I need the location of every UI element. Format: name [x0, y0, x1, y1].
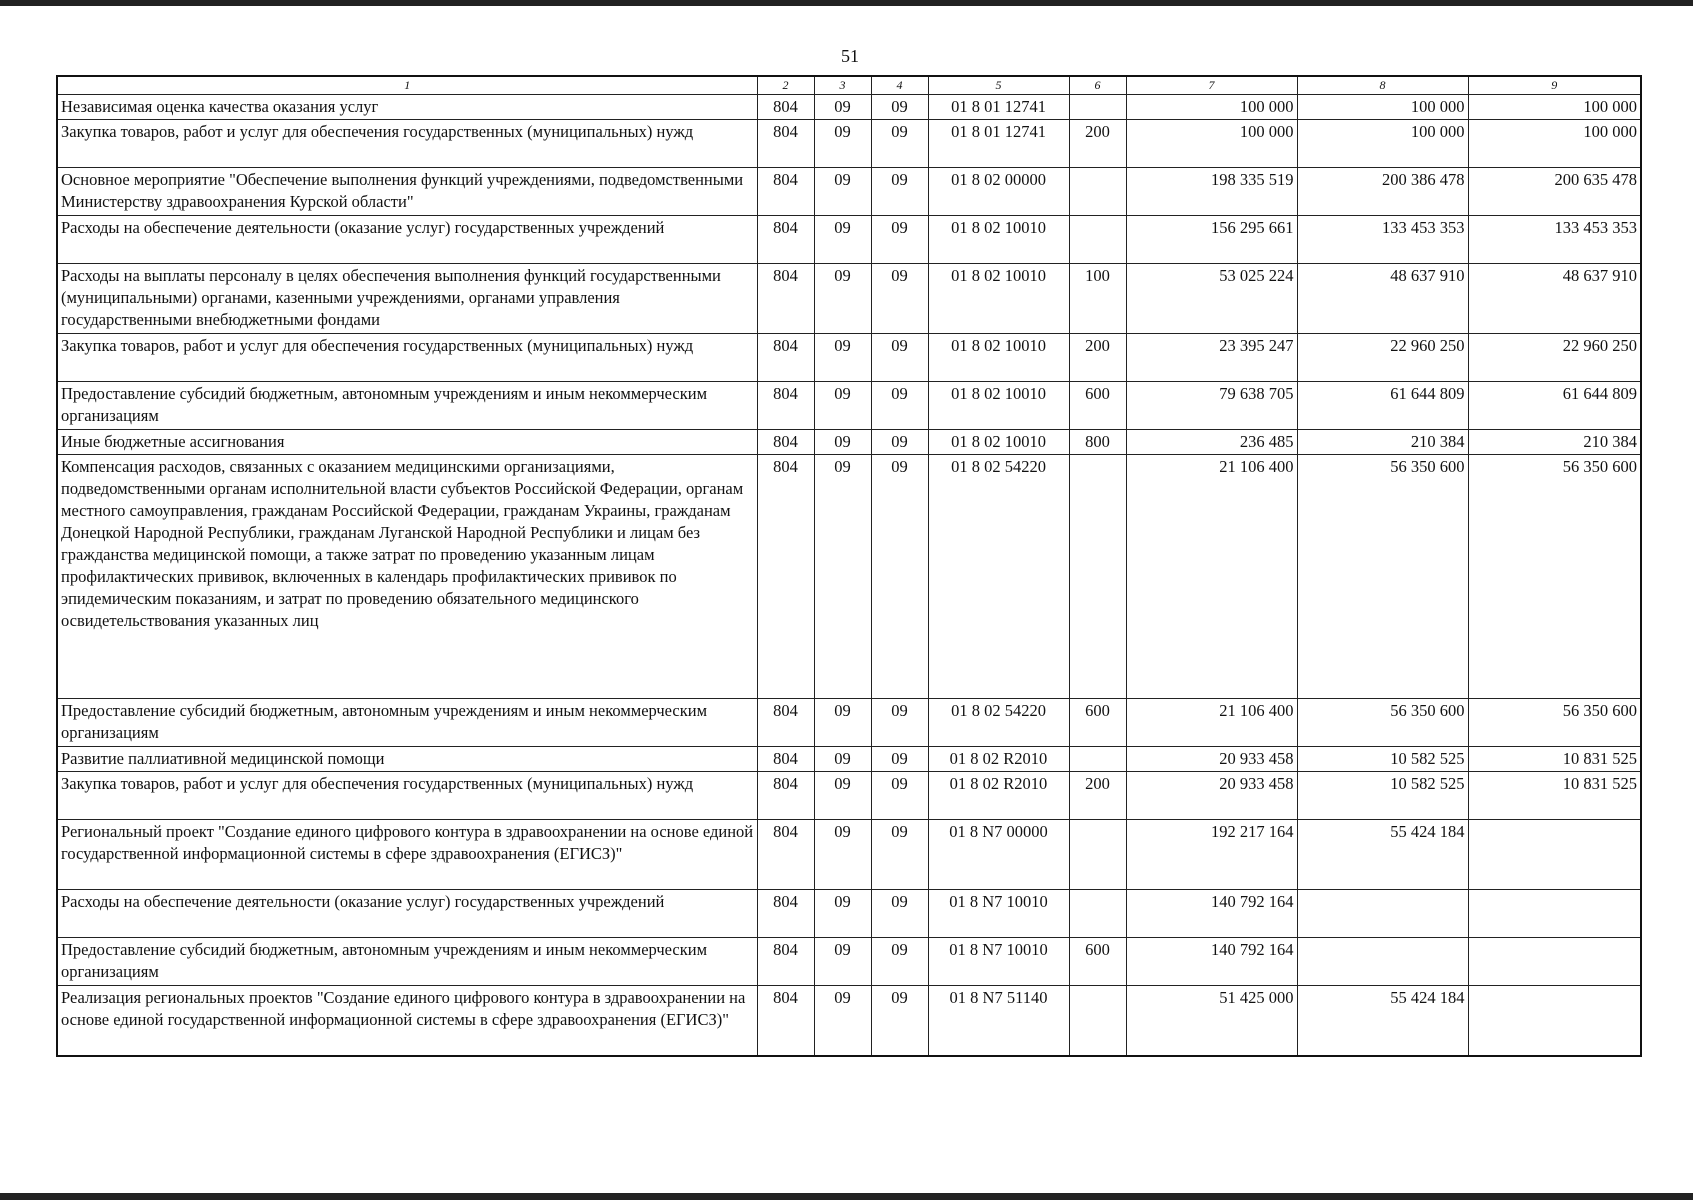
expense-type-cell — [1069, 216, 1126, 264]
expense-type-cell — [1069, 455, 1126, 699]
table-row — [57, 382, 1641, 430]
column-header: 6 — [1069, 76, 1126, 95]
subsection-code-cell: 09 — [871, 120, 928, 168]
section-code-cell: 09 — [814, 820, 871, 890]
target-article-cell: 01 8 02 10010 — [928, 382, 1069, 430]
table-row — [57, 120, 1641, 168]
column-header: 9 — [1468, 76, 1641, 95]
column-number-row — [57, 76, 1641, 95]
ministry-code-cell: 804 — [757, 747, 814, 772]
amount-year2-cell: 100 000 — [1297, 95, 1468, 120]
expense-type-cell — [1069, 95, 1126, 120]
subsection-code-cell: 09 — [871, 334, 928, 382]
amount-year1-cell: 140 792 164 — [1126, 890, 1297, 938]
amount-year1-cell: 21 106 400 — [1126, 455, 1297, 699]
target-article-cell: 01 8 02 R2010 — [928, 747, 1069, 772]
section-code-cell: 09 — [814, 747, 871, 772]
target-article-cell: 01 8 02 10010 — [928, 216, 1069, 264]
amount-year1-cell: 100 000 — [1126, 120, 1297, 168]
amount-year3-cell: 100 000 — [1468, 95, 1641, 120]
expense-type-cell — [1069, 747, 1126, 772]
target-article-cell: 01 8 02 10010 — [928, 430, 1069, 455]
amount-year3-cell: 48 637 910 — [1468, 264, 1641, 334]
ministry-code-cell: 804 — [757, 938, 814, 986]
row-name-cell: Региональный проект "Создание единого цифрового контура в здравоохранении на основе единой государственной информационной системы в сфере здравоохранения (ЕГИСЗ)" — [57, 820, 757, 890]
subsection-code-cell: 09 — [871, 699, 928, 747]
expense-type-cell: 200 — [1069, 772, 1126, 820]
amount-year2-cell: 61 644 809 — [1297, 382, 1468, 430]
amount-year3-cell: 22 960 250 — [1468, 334, 1641, 382]
amount-year1-cell: 23 395 247 — [1126, 334, 1297, 382]
amount-year3-cell: 200 635 478 — [1468, 168, 1641, 216]
table-row — [57, 986, 1641, 1056]
table-row — [57, 772, 1641, 820]
table-row — [57, 334, 1641, 382]
amount-year3-cell: 210 384 — [1468, 430, 1641, 455]
subsection-code-cell: 09 — [871, 938, 928, 986]
budget-table — [56, 75, 1642, 1057]
section-code-cell: 09 — [814, 455, 871, 699]
table-row — [57, 95, 1641, 120]
row-name-cell: Развитие паллиативной медицинской помощи — [57, 747, 757, 772]
table-row — [57, 747, 1641, 772]
amount-year2-cell: 200 386 478 — [1297, 168, 1468, 216]
table-row — [57, 216, 1641, 264]
target-article-cell: 01 8 N7 10010 — [928, 938, 1069, 986]
subsection-code-cell: 09 — [871, 168, 928, 216]
amount-year1-cell: 20 933 458 — [1126, 772, 1297, 820]
subsection-code-cell: 09 — [871, 216, 928, 264]
ministry-code-cell: 804 — [757, 264, 814, 334]
amount-year2-cell: 56 350 600 — [1297, 699, 1468, 747]
section-code-cell: 09 — [814, 772, 871, 820]
column-header: 1 — [57, 76, 757, 95]
section-code-cell: 09 — [814, 986, 871, 1056]
section-code-cell: 09 — [814, 430, 871, 455]
ministry-code-cell: 804 — [757, 334, 814, 382]
section-code-cell: 09 — [814, 699, 871, 747]
ministry-code-cell: 804 — [757, 382, 814, 430]
amount-year2-cell: 210 384 — [1297, 430, 1468, 455]
ministry-code-cell: 804 — [757, 216, 814, 264]
amount-year1-cell: 21 106 400 — [1126, 699, 1297, 747]
section-code-cell: 09 — [814, 264, 871, 334]
expense-type-cell: 600 — [1069, 699, 1126, 747]
amount-year2-cell: 55 424 184 — [1297, 986, 1468, 1056]
table-row — [57, 699, 1641, 747]
target-article-cell: 01 8 01 12741 — [928, 95, 1069, 120]
column-header: 4 — [871, 76, 928, 95]
amount-year1-cell: 79 638 705 — [1126, 382, 1297, 430]
ministry-code-cell: 804 — [757, 890, 814, 938]
column-header: 8 — [1297, 76, 1468, 95]
amount-year1-cell: 156 295 661 — [1126, 216, 1297, 264]
amount-year3-cell: 10 831 525 — [1468, 772, 1641, 820]
amount-year3-cell: 56 350 600 — [1468, 699, 1641, 747]
subsection-code-cell: 09 — [871, 747, 928, 772]
table-row — [57, 430, 1641, 455]
amount-year2-cell: 100 000 — [1297, 120, 1468, 168]
target-article-cell: 01 8 N7 10010 — [928, 890, 1069, 938]
amount-year2-cell — [1297, 890, 1468, 938]
scan-top-edge — [0, 0, 1693, 6]
row-name-cell: Расходы на обеспечение деятельности (оказание услуг) государственных учреждений — [57, 890, 757, 938]
amount-year2-cell: 56 350 600 — [1297, 455, 1468, 699]
ministry-code-cell: 804 — [757, 120, 814, 168]
amount-year3-cell — [1468, 938, 1641, 986]
amount-year2-cell: 48 637 910 — [1297, 264, 1468, 334]
row-name-cell: Иные бюджетные ассигнования — [57, 430, 757, 455]
row-name-cell: Предоставление субсидий бюджетным, автономным учреждениям и иным некоммерческим организациям — [57, 382, 757, 430]
amount-year1-cell: 140 792 164 — [1126, 938, 1297, 986]
target-article-cell: 01 8 02 10010 — [928, 334, 1069, 382]
row-name-cell: Расходы на обеспечение деятельности (оказание услуг) государственных учреждений — [57, 216, 757, 264]
amount-year1-cell: 192 217 164 — [1126, 820, 1297, 890]
subsection-code-cell: 09 — [871, 264, 928, 334]
amount-year2-cell: 10 582 525 — [1297, 747, 1468, 772]
row-name-cell: Независимая оценка качества оказания услуг — [57, 95, 757, 120]
amount-year1-cell: 236 485 — [1126, 430, 1297, 455]
expense-type-cell: 600 — [1069, 938, 1126, 986]
subsection-code-cell: 09 — [871, 820, 928, 890]
column-header: 3 — [814, 76, 871, 95]
ministry-code-cell: 804 — [757, 455, 814, 699]
table-row — [57, 890, 1641, 938]
scan-bottom-edge — [0, 1193, 1693, 1200]
amount-year3-cell: 10 831 525 — [1468, 747, 1641, 772]
target-article-cell: 01 8 02 10010 — [928, 264, 1069, 334]
row-name-cell: Закупка товаров, работ и услуг для обеспечения государственных (муниципальных) нужд — [57, 772, 757, 820]
ministry-code-cell: 804 — [757, 820, 814, 890]
target-article-cell: 01 8 N7 51140 — [928, 986, 1069, 1056]
ministry-code-cell: 804 — [757, 430, 814, 455]
table-row — [57, 264, 1641, 334]
expense-type-cell — [1069, 890, 1126, 938]
amount-year1-cell: 53 025 224 — [1126, 264, 1297, 334]
amount-year3-cell: 56 350 600 — [1468, 455, 1641, 699]
section-code-cell: 09 — [814, 120, 871, 168]
subsection-code-cell: 09 — [871, 430, 928, 455]
row-name-cell: Компенсация расходов, связанных с оказанием медицинскими организациями, подведомственными органам исполнительной власти субъектов Российской Федерации, органам местного самоуправления, гражданам Российской Федерации, гражданам Украины, гражданам Донецкой Народной Республики, гражданам Луганской Народной Республики и лицам без гражданства медицинской помощи, а также затрат по проведению указанным лицам профилактических прививок, включенных в календарь профилактических прививок по эпидемическим показаниям, и затрат по проведению обязательного медицинского освидетельствования указанных лиц — [57, 455, 757, 699]
ministry-code-cell: 804 — [757, 699, 814, 747]
row-name-cell: Реализация региональных проектов "Создание единого цифрового контура в здравоохранении на основе единой государственной информационной системы в сфере здравоохранения (ЕГИСЗ)" — [57, 986, 757, 1056]
section-code-cell: 09 — [814, 334, 871, 382]
subsection-code-cell: 09 — [871, 455, 928, 699]
subsection-code-cell: 09 — [871, 772, 928, 820]
target-article-cell: 01 8 02 00000 — [928, 168, 1069, 216]
expense-type-cell — [1069, 986, 1126, 1056]
row-name-cell: Основное мероприятие "Обеспечение выполнения функций учреждениями, подведомственными Министерству здравоохранения Курской области" — [57, 168, 757, 216]
table-row — [57, 168, 1641, 216]
subsection-code-cell: 09 — [871, 890, 928, 938]
section-code-cell: 09 — [814, 168, 871, 216]
amount-year3-cell: 100 000 — [1468, 120, 1641, 168]
column-header: 5 — [928, 76, 1069, 95]
table-row — [57, 938, 1641, 986]
expense-type-cell — [1069, 820, 1126, 890]
amount-year3-cell — [1468, 820, 1641, 890]
amount-year3-cell — [1468, 986, 1641, 1056]
amount-year1-cell: 51 425 000 — [1126, 986, 1297, 1056]
expense-type-cell — [1069, 168, 1126, 216]
ministry-code-cell: 804 — [757, 986, 814, 1056]
expense-type-cell: 100 — [1069, 264, 1126, 334]
amount-year2-cell: 133 453 353 — [1297, 216, 1468, 264]
target-article-cell: 01 8 01 12741 — [928, 120, 1069, 168]
amount-year1-cell: 100 000 — [1126, 95, 1297, 120]
expense-type-cell: 200 — [1069, 120, 1126, 168]
expense-type-cell: 600 — [1069, 382, 1126, 430]
column-header: 7 — [1126, 76, 1297, 95]
row-name-cell: Расходы на выплаты персоналу в целях обеспечения выполнения функций государственными (муниципальными) органами, казенными учреждениями, органами управления государственными внебюджетными фондами — [57, 264, 757, 334]
row-name-cell: Закупка товаров, работ и услуг для обеспечения государственных (муниципальных) нужд — [57, 334, 757, 382]
row-name-cell: Закупка товаров, работ и услуг для обеспечения государственных (муниципальных) нужд — [57, 120, 757, 168]
table-row — [57, 820, 1641, 890]
target-article-cell: 01 8 02 R2010 — [928, 772, 1069, 820]
subsection-code-cell: 09 — [871, 382, 928, 430]
section-code-cell: 09 — [814, 382, 871, 430]
target-article-cell: 01 8 02 54220 — [928, 455, 1069, 699]
amount-year2-cell — [1297, 938, 1468, 986]
amount-year3-cell: 61 644 809 — [1468, 382, 1641, 430]
table-row — [57, 455, 1641, 699]
target-article-cell: 01 8 N7 00000 — [928, 820, 1069, 890]
subsection-code-cell: 09 — [871, 95, 928, 120]
column-header: 2 — [757, 76, 814, 95]
ministry-code-cell: 804 — [757, 95, 814, 120]
row-name-cell: Предоставление субсидий бюджетным, автономным учреждениям и иным некоммерческим организациям — [57, 938, 757, 986]
amount-year2-cell: 55 424 184 — [1297, 820, 1468, 890]
target-article-cell: 01 8 02 54220 — [928, 699, 1069, 747]
amount-year3-cell — [1468, 890, 1641, 938]
section-code-cell: 09 — [814, 890, 871, 938]
section-code-cell: 09 — [814, 938, 871, 986]
ministry-code-cell: 804 — [757, 168, 814, 216]
amount-year3-cell: 133 453 353 — [1468, 216, 1641, 264]
expense-type-cell: 200 — [1069, 334, 1126, 382]
amount-year2-cell: 22 960 250 — [1297, 334, 1468, 382]
page-number: 51 — [841, 46, 859, 66]
row-name-cell: Предоставление субсидий бюджетным, автономным учреждениям и иным некоммерческим организациям — [57, 699, 757, 747]
subsection-code-cell: 09 — [871, 986, 928, 1056]
amount-year1-cell: 20 933 458 — [1126, 747, 1297, 772]
amount-year1-cell: 198 335 519 — [1126, 168, 1297, 216]
ministry-code-cell: 804 — [757, 772, 814, 820]
amount-year2-cell: 10 582 525 — [1297, 772, 1468, 820]
section-code-cell: 09 — [814, 216, 871, 264]
expense-type-cell: 800 — [1069, 430, 1126, 455]
section-code-cell: 09 — [814, 95, 871, 120]
table-body — [57, 95, 1641, 1056]
